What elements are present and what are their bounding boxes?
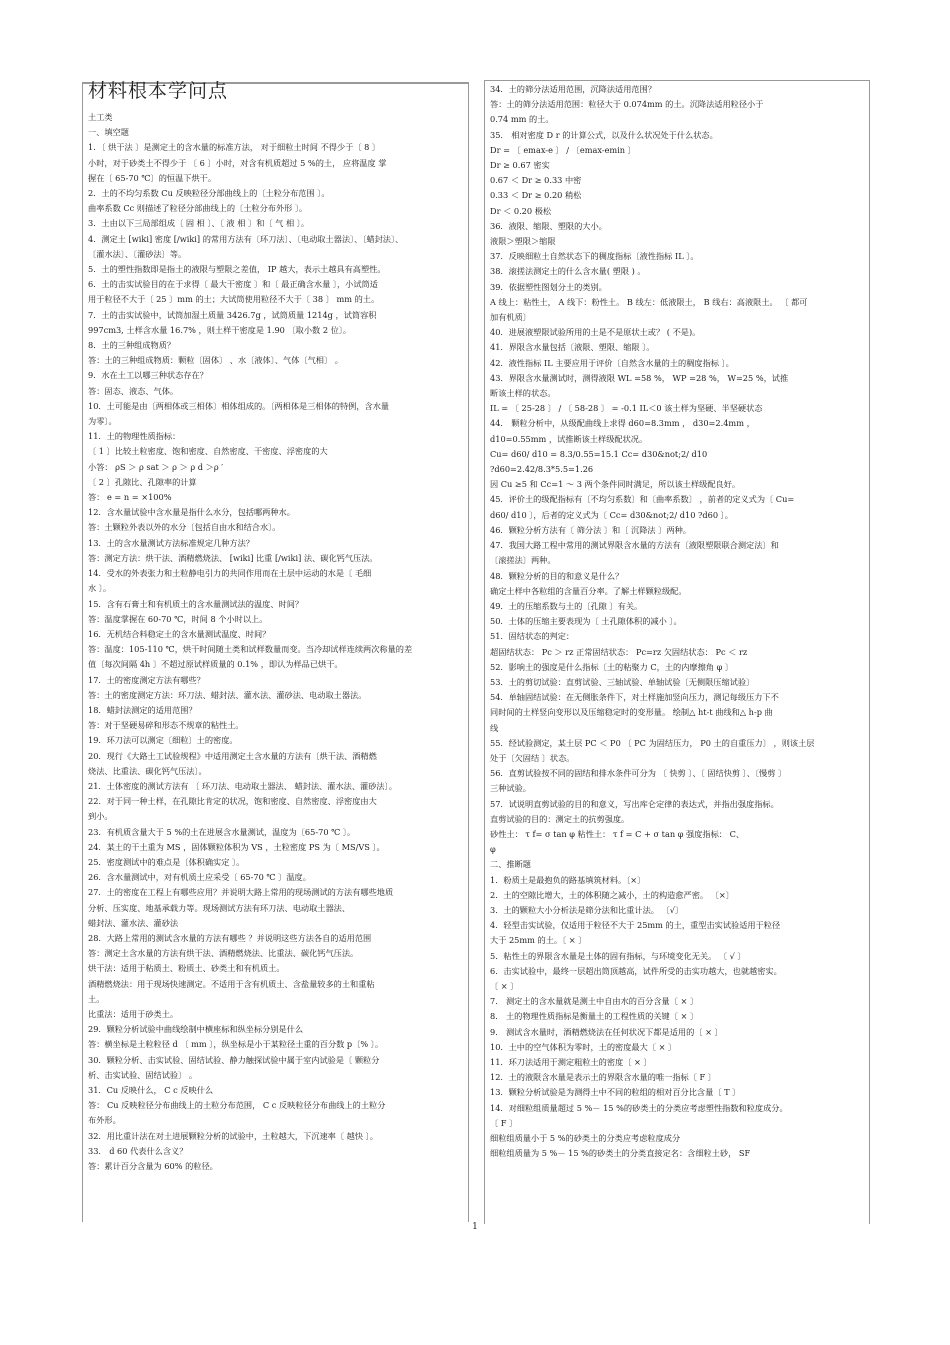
text-line: 27．土的密度在工程上有哪些应用？并说明大路上常用的现场测试的方法有哪些地质 <box>88 887 394 898</box>
text-line: 5．土的塑性指数即是指土的液限与塑限之差值， IP 越大，表示土越具有高塑性。 <box>88 264 386 275</box>
text-line: 分析、压实度、地基承载力等。现场测试方法有环刀法、电动取土器法、 <box>88 902 351 913</box>
text-line: 比重法：适用于砂类土。 <box>88 1008 179 1019</box>
text-line: 12．土的液限含水量是表示土的界限含水量的唯一指标〔 F 〕 <box>490 1072 716 1083</box>
page-title: 材料根本学问点 <box>88 80 229 102</box>
text-line: 答：测定土含水量的方法有烘干法、酒精燃烧法、比重法、碳化钙气压法。 <box>88 948 359 959</box>
text-line: 一、填空题 <box>88 127 129 138</box>
text-line: 8． 土的物理性质指标是衡量土的工程性质的关键〔 × 〕 <box>490 1011 699 1022</box>
text-line: Dr ＜ 0.20 极松 <box>490 205 552 216</box>
left-column-border <box>82 82 83 1222</box>
text-line: 因 Cu ≥5 和 Cc=1 ～ 3 两个条件同时满足，所以该土样级配良好。 <box>490 479 741 490</box>
page-number: 1 <box>472 1222 478 1232</box>
text-line: 布外形。 <box>88 1115 121 1126</box>
text-line: 细粒组质量为 5 %－ 15 %的砂类土的分类直接定名：含细粒土砂， SF <box>490 1148 751 1159</box>
text-line: 43．界限含水量测试时，测得液限 WL =58 %， WP =28 %， W=25 %，试推 <box>490 372 789 383</box>
text-line: 53．土的剪切试验：直剪试验、三轴试验、单轴试验〔无侧限压缩试验〕 <box>490 676 755 687</box>
text-line: 47．我国大路工程中常用的测试界限含水量的方法有〔液限塑限联合测定法〕和 <box>490 540 779 551</box>
text-line: 用于粒径不大于〔 25 〕mm 的土；大试筒使用粒径不大于〔 38 〕 mm 的土。 <box>88 294 380 305</box>
text-line: 38．滚搓法测定土的什么含水量( 塑限 ) 。 <box>490 266 646 277</box>
text-line: 答：土的三种组成物质：颗粒〔固体〕 、水〔液体〕、气体〔气相〕 。 <box>88 355 343 366</box>
text-line: 56．直剪试验按不同的固结和排水条件可分为 〔 快剪 〕、〔 固结快剪 〕、〔慢剪 〕 <box>490 768 787 779</box>
right-text-block <box>490 82 864 1161</box>
text-line: 33． d 60 代表什么含义？ <box>88 1145 188 1156</box>
right-column-border <box>869 80 870 1224</box>
text-line: 值〔每次间隔 4h 〕不超过原试样质量的 0.1% ，即认为样品已烘干。 <box>88 659 343 670</box>
text-line: 6．击实试验中，最终一层超出筒顶越高，试件所受的击实功越大，也就越密实。 <box>490 965 782 976</box>
text-line: 22．对于同一种土样，在孔隙比肯定的状况，饱和密度、自然密度、浮密度由大 <box>88 796 377 807</box>
text-line: 答：温度：105-110 ℃，烘干时间随土类和试样数量而变。当冷却试样连续两次称量的差 <box>88 644 413 655</box>
text-line: 13．颗粒分析试验是为测得土中不同的粒组的相对百分比含量〔 T 〕 <box>490 1087 741 1098</box>
text-line: 36．液限、缩限、塑限的大小。 <box>490 220 607 231</box>
text-line: ?d60=2.42/8.3*5.5=1.26 <box>490 464 594 475</box>
text-line: 三种试验。 <box>490 783 531 794</box>
text-line: 16．无机结合料稳定土的含水量测试温度、时间？ <box>88 628 271 639</box>
text-line: 0.33 ＜ Dr ≥ 0.20 稍松 <box>490 190 582 201</box>
text-line: 41．界限含水量包括〔液限、塑限、缩限 〕。 <box>490 342 655 353</box>
text-line: 加有机质〕 <box>490 312 531 323</box>
text-line: 50．土体的压缩主要表现为〔 土孔隙体积的减小 〕。 <box>490 616 682 627</box>
text-line: 答：土的密度测定方法：环刀法、蜡封法、灌水法、灌砂法、电动取土器法。 <box>88 689 367 700</box>
left-text-block <box>88 110 464 1174</box>
text-line: 46．颗粒分析方法有〔 筛分法 〕和〔 沉降法 〕两种。 <box>490 524 691 535</box>
left-column <box>88 78 464 1174</box>
text-line: 10．土中的空气体积为零时，土的密度最大〔 × 〕 <box>490 1041 677 1052</box>
text-line: 40．进展液塑限试验所用的土是不是原状土或？ ( 不是)。 <box>490 327 701 338</box>
text-line: IL = 〔 25-28 〕 / 〔 58-28 〕 = -0.1 IL＜0 该土样为坚硬、半坚硬状态 <box>490 403 763 414</box>
text-line: 答：对于坚硬易碎和形态不规章的粘性土。 <box>88 720 244 731</box>
text-line: 二、推断题 <box>490 859 531 870</box>
text-line: 答：累计百分含量为 60% 的粒径。 <box>88 1161 218 1172</box>
text-line: 处于〔欠固结 〕状态。 <box>490 752 575 763</box>
text-line: 25．密度测试中的难点是〔体积确实定 〕。 <box>88 856 245 867</box>
text-line: 32．用比重计法在对土进展颗粒分析的试验中，土粒越大，下沉速率〔 越快 〕。 <box>88 1130 378 1141</box>
text-line: 20．现行《大路土工试验规程》中适用测定土含水量的方法有〔烘干法、酒精燃 <box>88 750 377 761</box>
text-line: 握在〔 65-70 ℃〕的恒温下烘干。 <box>88 172 217 183</box>
text-line: 同时间的土样竖向变形以及压缩稳定时的变形量。 绘制△ ht-t 曲线和△ h-p 曲 <box>490 707 773 718</box>
text-line: 析、击实试验、固结试验〕 。 <box>88 1069 198 1080</box>
header-rule-right <box>484 80 870 81</box>
text-line: 〔 F 〕 <box>490 1117 518 1128</box>
text-line: 水 〕。 <box>88 583 112 594</box>
text-line: 13．土的含水量测试方法标准规定几种方法？ <box>88 537 254 548</box>
text-line: 5．粘性土的界限含水量是土体的固有指标，与环境变化无关。 〔 √ 〕 <box>490 950 746 961</box>
text-line: 34．土的筛分法适用范围，沉降法适用范围？ <box>490 84 656 94</box>
text-line: 答：土颗粒外表以外的水分〔包括自由水和结合水〕。 <box>88 522 281 533</box>
text-line: 45．评价土的级配指标有〔不均匀系数〕和〔曲率系数〕 ，前者的定义式为〔 Cu= <box>490 494 795 505</box>
text-line: 42．液性指标 IL 主要应用于评价〔自然含水量的土的稠度指标 〕。 <box>490 357 734 368</box>
text-line: 烘干法：适用于粘质土、粉质土、砂类土和有机质土。 <box>88 963 285 974</box>
text-line: 答：土的筛分法适用范围：粒径大于 0.074mm 的土。沉降法适用粒径小于 <box>490 99 764 110</box>
text-line: 确定土样中各粒组的含量百分率。了解土样颗粒级配。 <box>490 585 687 596</box>
text-line: 酒精燃烧法：用于现场快速测定。不适用于含有机质土、含盐量较多的土和重粘 <box>88 978 375 989</box>
text-line: 土。 <box>88 993 105 1004</box>
text-line: 49．土的压缩系数与土的〔孔隙 〕有关。 <box>490 600 643 611</box>
text-line: 18．蜡封法测定的适用范围？ <box>88 704 197 715</box>
text-line: 26．含水量测试中，对有机质土应采受〔 65-70 ℃ 〕温度。 <box>88 872 311 883</box>
text-line: 〔 2 〕孔隙比、孔隙率的计算 <box>88 476 197 487</box>
text-line: 线 <box>490 722 499 733</box>
text-line: 2．土的不均匀系数 Cu 反映粒径分部曲线上的〔土粒分布范围 〕。 <box>88 188 330 199</box>
text-line: 12．含水量试验中含水量是指什么水分，包括哪两种水。 <box>88 507 295 518</box>
text-line: 〔滚搓法〕两种。 <box>490 555 556 566</box>
text-line: Cu= d60/ d10 = 8.3/0.55=15.1 Cc= d30&not;2/ d10 <box>490 448 708 459</box>
text-line: 9． 测试含水量时，酒精燃烧法在任何状况下都是适用的〔 × 〕 <box>490 1026 723 1037</box>
text-line: 51．固结状态的判定： <box>490 631 575 642</box>
text-line: 3．土由以下三局部组成〔 固 相 〕、〔 液 相 〕和〔 气 相 〕。 <box>88 218 310 229</box>
text-line: 44． 颗粒分析中，从级配曲线上求得 d60=8.3mm ， d30=2.4mm ， <box>490 418 755 429</box>
text-line: 0.67 ＜ Dr ≥ 0.33 中密 <box>490 175 582 186</box>
text-line: 57．试说明直剪试验的目的和意义，写出库仑定律的表达式，并指出强度指标。 <box>490 798 779 809</box>
text-line: 14．对细粒组质量超过 5 %－ 15 %的砂类土的分类应考虑塑性指数和粒度成分。 <box>490 1102 788 1113</box>
text-line: 39．依据塑性图划分土的类别。 <box>490 281 607 292</box>
column-divider <box>468 82 469 1222</box>
text-line: 11．环刀法适用于测定粗粒土的密度〔 × 〕 <box>490 1057 652 1067</box>
text-line: 烧法、比重法、碳化钙气压法〕。 <box>88 765 207 776</box>
text-line: 17．土的密度测定方法有哪些？ <box>88 674 205 685</box>
text-line: 细粒组质量小于 5 %的砂类土的分类应考虑粒度成分 <box>490 1133 681 1144</box>
text-line: 54．单轴固结试验：在无侧胀条件下，对土样施加竖向压力，测记每级压力下不 <box>490 692 779 703</box>
text-line: 超固结状态： Pc ＞ rz 正常固结状态： Pc=rz 欠固结状态： Pc ＜ rz <box>490 646 748 657</box>
text-line: 到小。 <box>88 811 113 822</box>
text-line: d60/ d10 〕，后者的定义式为〔 Cc= d30&not;2/ d10 ?d60 〕。 <box>490 509 733 520</box>
text-line: 8．土的三种组成物质？ <box>88 340 176 351</box>
text-line: 〔 1 〕比较土粒密度、饱和密度、自然密度、干密度、浮密度的大 <box>88 446 328 457</box>
text-line: 9．水在土工以哪三种状态存在？ <box>88 370 208 381</box>
text-line: 土工类 <box>88 112 113 122</box>
text-line: 3．土的颗粒大小分析法是筛分法和比重计法。 〔√〕 <box>490 904 684 915</box>
text-line: 7．土的击实试验中，试筒加湿土质量 3426.7g ，试筒质量 1214g ，试筒容积 <box>88 309 377 320</box>
text-line: 52．影响土的强度是什么指标〔土的粘聚力 C，土的内摩擦角 φ 〕 <box>490 661 734 672</box>
text-line: 4．测定土 [wiki] 密度 [/wiki] 的常用方法有〔环刀法〕、〔电动取土器法〕、〔蜡封法〕、 <box>88 233 404 244</box>
text-line: 29．颗粒分析试验中曲线绘制中横座标和纵坐标分别是什么 <box>88 1024 304 1035</box>
text-line: 蜡封法、灌水法、灌砂法 <box>88 917 179 928</box>
text-line: 曲率系数 Cc 则描述了粒径分部曲线上的〔土粒分布外形 〕。 <box>88 203 308 214</box>
text-line: 1．〔 烘干法 〕是测定土的含水量的标准方法， 对于细粒土时间 不得少于〔 8 〕 <box>88 142 381 153</box>
text-line: 10．土可能是由〔两相体或三相体〕相体组成的。〔两相体是三相体的特例，含水量 <box>88 400 390 411</box>
text-line: 〔 × 〕 <box>490 980 519 991</box>
text-line: 1．粉质土是最抱负的路基填筑材料。〔×〕 <box>490 874 646 885</box>
text-line: 19．环刀法可以测定〔细粒〕土的密度。 <box>88 735 238 746</box>
text-line: 为零〕。 <box>88 416 117 427</box>
text-line: 4．轻型击实试验，仅适用于粒径不大于 25mm 的土，重型击实试验适用于粒径 <box>490 920 781 931</box>
text-line: Dr = 〔 emax-e 〕 / 〔emax-emin 〕 <box>490 144 636 155</box>
text-line: 6．土的击实试验目的在于求得〔 最大干密度 〕和〔 最正确含水量 〕，小试筒适 <box>88 279 378 290</box>
text-line: 14．受水的外表张力和土粒静电引力的共同作用而在土层中运动的水是〔 毛细 <box>88 568 372 579</box>
text-line: Dr ≥ 0.67 密实 <box>490 160 550 171</box>
text-line: 997cm3, 土样含水量 16.7% ，则土样干密度是 1.90 〔取小数 2 位〕。 <box>88 324 352 335</box>
text-line: 7． 测定土的含水量就是测土中自由水的百分含量〔 × 〕 <box>490 996 699 1007</box>
text-line: A 线上：粘性土， A 线下：粉性土。 B 线左：低液限土， B 线右：高液限土。 〔 都可 <box>490 296 808 307</box>
text-line: 直剪试验的目的：测定土的抗剪强度。 <box>490 813 630 824</box>
text-line: 答：温度掌握在 60-70 ℃，时间 8 个小时以上。 <box>88 613 268 624</box>
text-line: 24．某土的干土重为 MS ，固体颗粒体积为 VS ，土粒密度 PS 为〔 MS/VS 〕。 <box>88 841 385 852</box>
text-line: 55．经试验测定，某土层 PC ＜ P0 〔 PC 为固结压力， P0 土的自重压力〕 ，则该土层 <box>490 737 815 748</box>
text-line: 答：横坐标是土粒粒径 d 〔 mm 〕，纵坐标是小于某粒径土重的百分数 p〔% 〕。 <box>88 1039 384 1050</box>
text-line: 35． 相对密度 D r 的计算公式，以及什么状况处于什么状态。 <box>490 129 718 140</box>
text-line: 23．有机质含量大于 5 %的土在进展含水量测试，温度为〔65-70 ℃ 〕。 <box>88 826 356 837</box>
text-line: 21．土体密度的测试方法有 〔 环刀法、电动取土器法、 蜡封法、灌水法、灌砂法〕。 <box>88 780 397 791</box>
text-line: 答： e = n = ×100% <box>88 492 172 503</box>
text-line: 答：固态、液态、气体。 <box>88 385 179 396</box>
text-line: 31．Cu 反映什么， C c 反映什么 <box>88 1085 214 1095</box>
text-line: 砂性土： τ f= σ tan φ 粘性土： τ f = C + σ tan φ 强度指标： C、 <box>490 828 745 839</box>
text-line: 大于 25mm 的土。〔 × 〕 <box>490 935 587 946</box>
text-line: 〔灌水法〕、〔灌砂法〕等。 <box>88 248 187 259</box>
right-column <box>490 82 864 1161</box>
text-line: 28．大路上常用的测试含水量的方法有哪些 ？并说明这些方法各自的适用范围 <box>88 932 372 943</box>
text-line: 37．反映细粒土自然状态下的稠度指标〔液性指标 IL 〕。 <box>490 251 699 262</box>
column-divider-right <box>484 80 485 1224</box>
text-line: 答： Cu 反映粒径分布曲线上的土粒分布范围， C c 反映粒径分布曲线上的土粒分 <box>88 1100 386 1111</box>
text-line: 2．土的空隙比增大，土的体积随之减小，土的构造愈严密。 〔×〕 <box>490 889 734 900</box>
text-line: 11．土的物理性质指标： <box>88 431 181 442</box>
text-line: 小时，对于砂类土不得少于 〔 6 〕小时，对含有机质超过 5 %的土， 应将温度 掌 <box>88 157 387 168</box>
text-line: d10=0.55mm ，试推断该土样级配状况。 <box>490 433 648 444</box>
text-line: 断该土样的状态。 <box>490 388 556 399</box>
text-line: 15．含有石膏土和有机质土的含水量测试法的温度、时间？ <box>88 598 304 609</box>
text-line: 答：测定方法：烘干法、酒精燃烧法、 [wiki] 比重 [/wiki] 法、碳化钙气压法。 <box>88 552 378 563</box>
text-line: 小答： ρS ＞ ρ sat ＞ ρ ＞ ρ d ＞ρ ′ <box>88 461 224 472</box>
text-line: 30．颗粒分析、击实试验、固结试验、静力触探试验中属于室内试验是〔 颗粒分 <box>88 1054 380 1065</box>
text-line: 液限＞塑限＞缩限 <box>490 236 556 247</box>
text-line: φ <box>490 844 496 855</box>
text-line: 0.74 mm 的土。 <box>490 114 554 125</box>
text-line: 48．颗粒分析的目的和意义是什么？ <box>490 570 624 581</box>
